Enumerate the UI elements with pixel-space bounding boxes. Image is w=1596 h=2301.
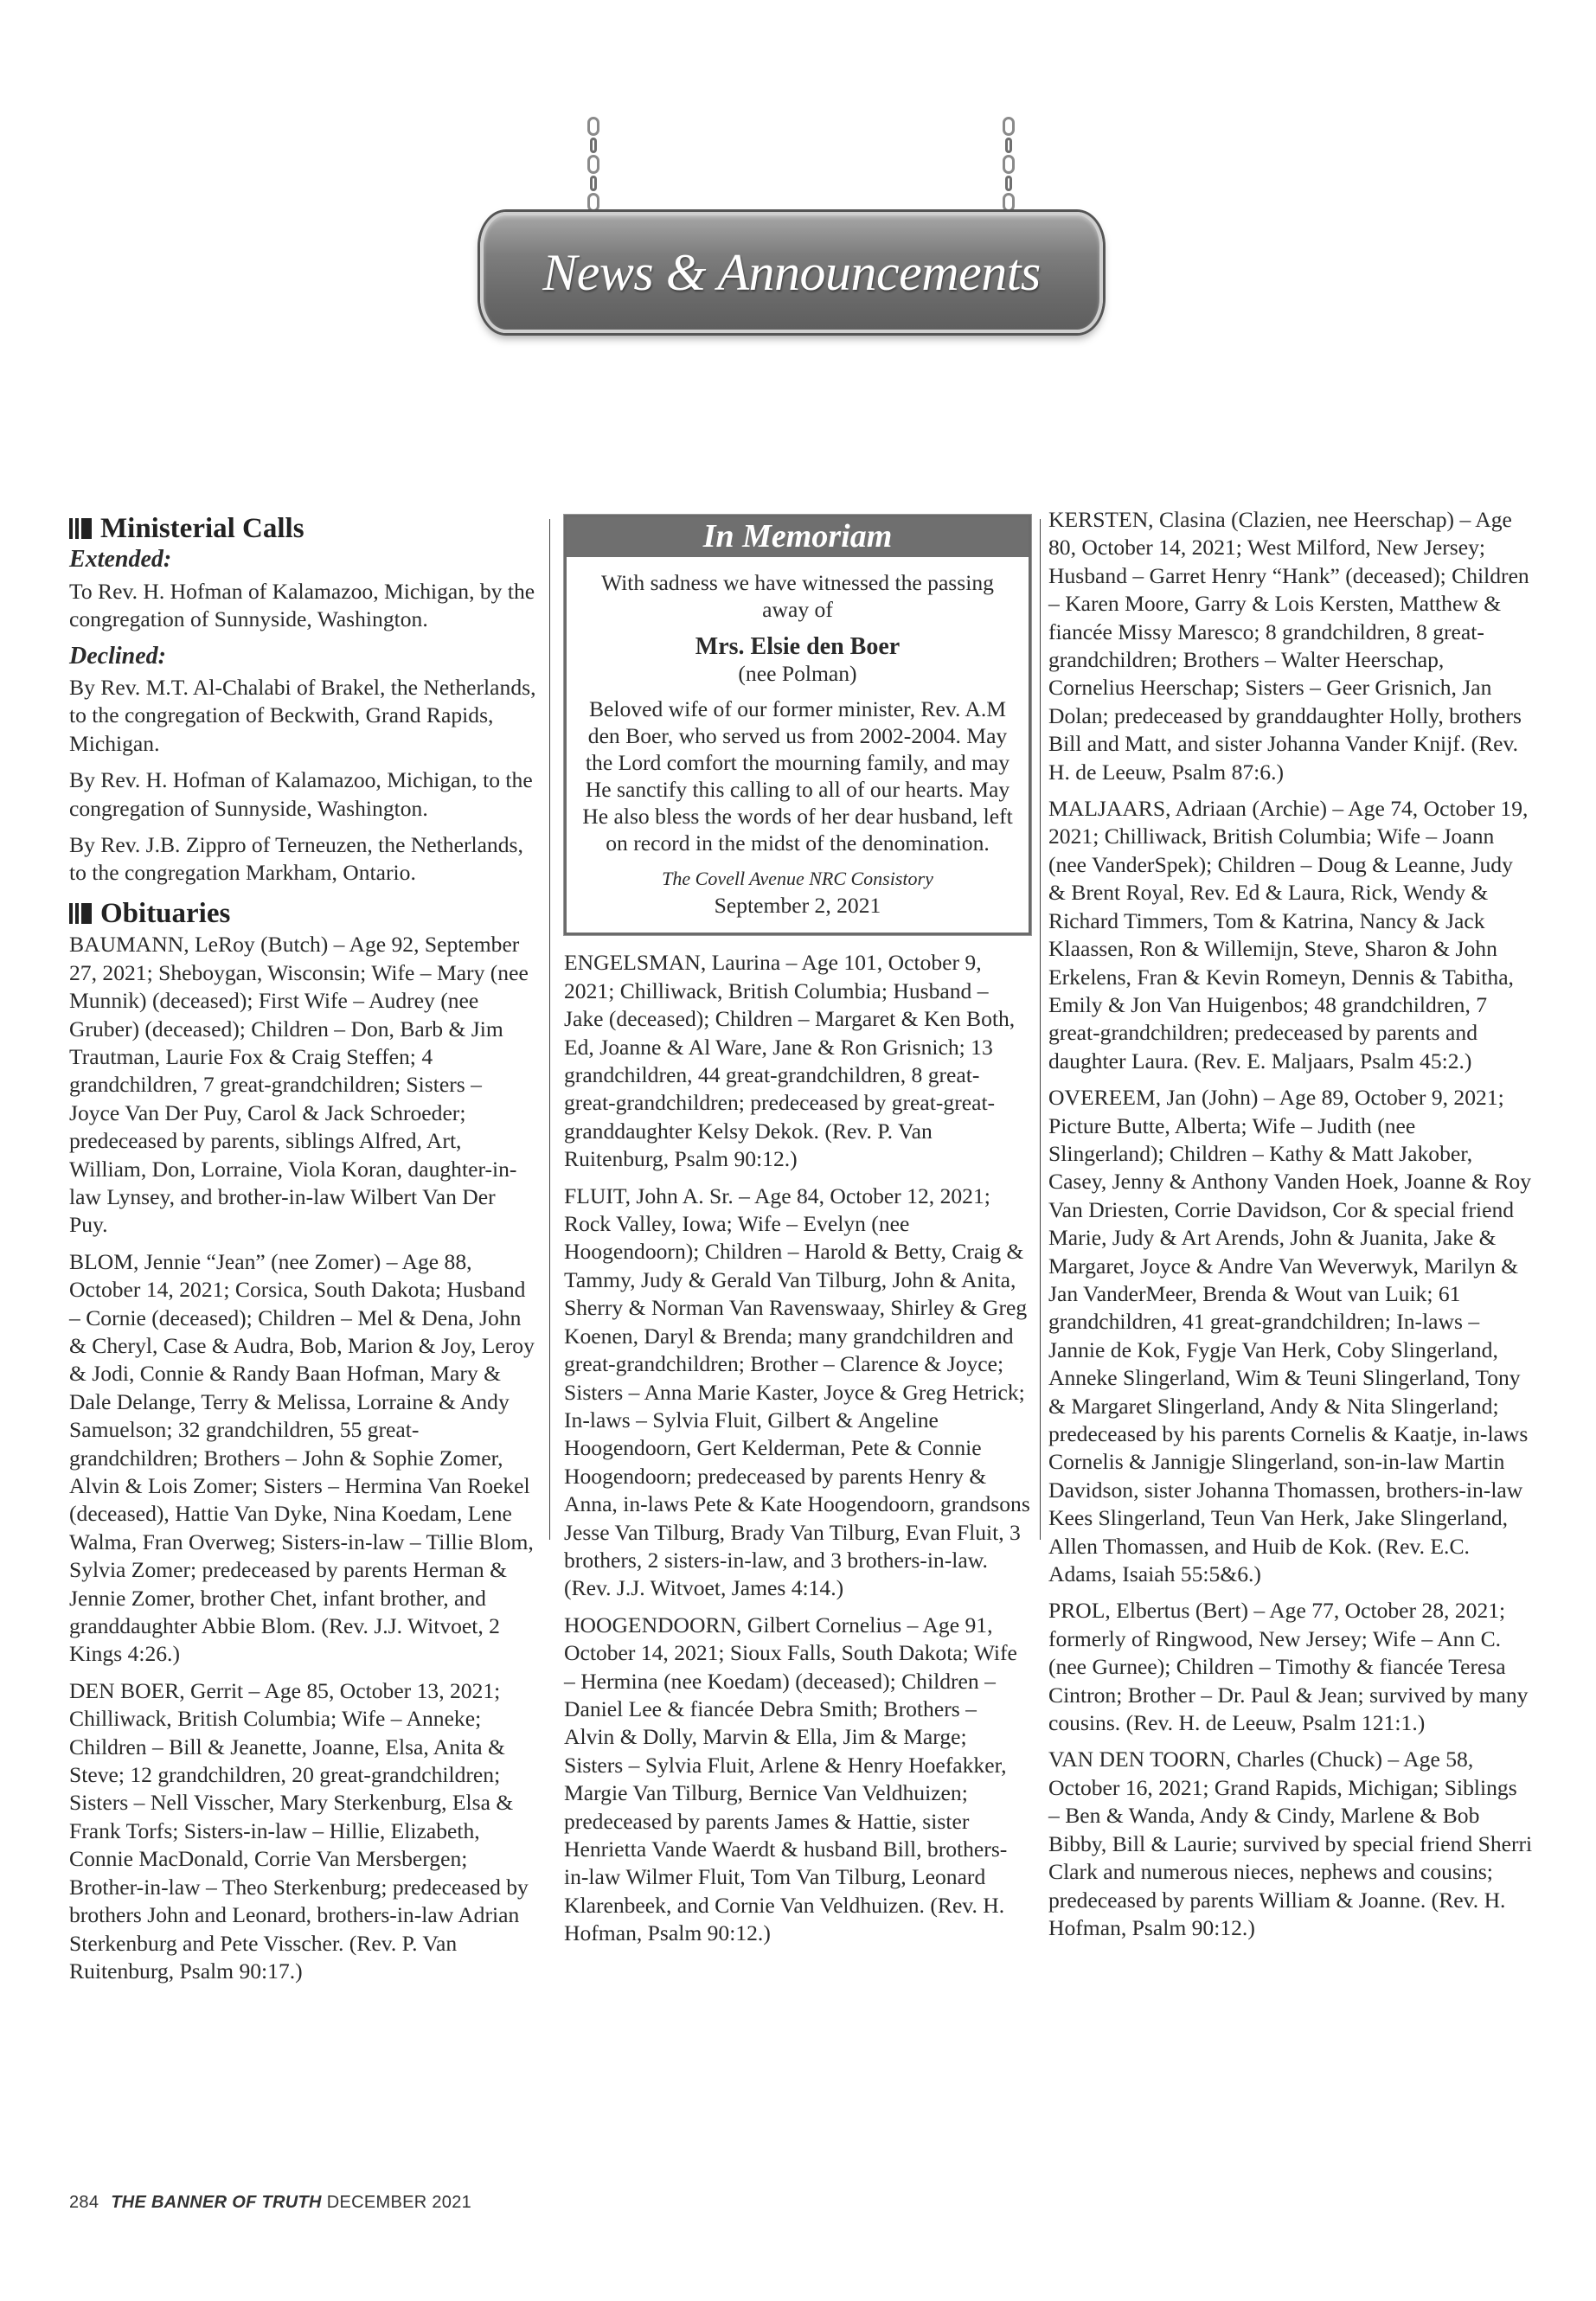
obituary-entry: BLOM, Jennie “Jean” (nee Zomer) – Age 88, October 14, 2021; Corsica, South Dakota; Husband – Cornie (deceased); Children – Mel & Dena, John & Cheryl, Case & Audra, Bob, Marion & Joy, Leroy & Jodi, Connie & Randy Baan Hofman, Mary & Dale Delange, Terry & Melissa, Lorraine & Andy Samuelson; 32 grandchildren, 55 great-grandchildren; Brothers – John & Sophie Zomer, Alvin & Lois Zomer; Sisters – Hermina Van Roekel (deceased), Hattie Van Dyke, Nina Koedam, Lene Walma, Fran Overweg; Sisters-in-law – Tillie Blom, Sylvia Zomer; predeceased by parents Herman & Jennie Zomer, brother Chet, infant brother, and granddaughter Abbie Blom. (Rev. J.J. Witvoet, 2 Kings 4:26.) [69, 1248, 535, 1667]
obituary-entry: ENGELSMAN, Laurina – Age 101, October 9, 2021; Chilliwack, British Columbia; Husband – Jake (deceased); Children – Margaret & Ken Both, Ed, Joanne & Al Ware, Jane & Ron Grisnich; 13 grandchildren, 44 great-grandchildren, 8 great-great-grandchildren; predeceased by great-great-granddaughter Kelsy Dekok. (Rev. P. Van Ruitenburg, Psalm 90:12.) [564, 950, 1016, 1172]
memoriam-maiden-name: (nee Polman) [738, 661, 857, 687]
call-declined: By Rev. H. Hofman of Kalamazoo, Michigan, to the congregation of Sunnyside, Washington. [69, 767, 533, 821]
column-divider [549, 519, 550, 1540]
banner-sign [480, 117, 1103, 342]
call-extended: To Rev. H. Hofman of Kalamazoo, Michigan, by the congregation of Sunnyside, Washington. [69, 578, 535, 632]
chain-left-icon [584, 117, 603, 221]
section-bars-icon [69, 903, 92, 924]
page-number: 284 [69, 2193, 99, 2212]
call-declined: By Rev. J.B. Zippro of Terneuzen, the Netherlands, to the congregation Markham, Ontario. [69, 832, 523, 886]
obituary-entry: MALJAARS, Adriaan (Archie) – Age 74, October 19, 2021; Chilliwack, British Columbia; Wife – Joann (nee VanderSpek); Children – Doug & Leanne, Judy & Brent Royal, Rev. Ed & Laura, Rick, Wendy & Richard Timmers, Tom & Katrina, Nancy & Jack Klaassen, Ron & Willemijn, Steve, Sharon & John Erkelens, Fran & Kevin Romeyn, Dennis & Tabitha, Emily & Jon Van Huigenbos; 48 grandchildren, 7 great-grandchildren; predeceased by parents and daughter Laura. (Rev. E. Maljaars, Psalm 45:2.) [1048, 796, 1529, 1074]
page-footer [69, 2193, 471, 2213]
column-divider [1040, 519, 1041, 1540]
banner-title: News & Announcements [542, 243, 1041, 301]
in-memoriam-box [564, 515, 1031, 935]
obituary-entry: OVEREEM, Jan (John) – Age 89, October 9, 2021; Picture Butte, Alberta; Wife – Judith (nee Slingerland); Children – Kathy & Matt Jakober, Casey, Jenny & Anthony Vanden Hoek, Joanne & Roy Van Driesten, Corrie Davidson, Cor & special friend Marie, Judy & Art Arends, John & Juanita, Jake & Margaret, Joyce & Andre Van Weverwyk, Marilyn & Jan VanderMeer, Brenda & Wout van Luik; 61 grandchildren, 41 great-grandchildren; In-laws – Jannie de Kok, Fygje Van Herk, Coby Slingerland, Anneke Slingerland, Wim & Teuni Slingerland, Tony & Margaret Slingerland, Andy & Nita Slingerland; predeceased by his parents Cornelis & Kaatje, in-laws Cornelis & Jannigje Slingerland, son-in-law Martin Davidson, sister Johanna Thomassen, brothers-in-law Kees Slingerland, Teun Van Herk, Jake Slingerland, Allen Thomassen, and Huib de Kok. (Rev. E.C. Adams, Isaiah 55:5&6.) [1048, 1085, 1532, 1587]
declined-label: Declined: [69, 642, 166, 670]
memoriam-body: Beloved wife of our former minister, Rev. A.M den Boer, who served us from 2002-2004. May the Lord comfort the mourning family, and may He sanctify this calling to all of our hearts. May He also bless the words of her dear husband, left on record in the midst of the denomination. [582, 696, 1013, 856]
chain-right-icon [999, 117, 1018, 221]
obituary-entry: KERSTEN, Clasina (Clazien, nee Heerschap) – Age 80, October 14, 2021; West Milford, New Jersey; Husband – Garret Henry “Hank” (deceased); Children – Karen Moore, Garry & Lois Kersten, Matthew & fiancée Missy Maresco; 8 grandchildren, 8 great-grandchildren; Brothers – Walter Heerschap, Cornelius Heerschap; Sisters – Geer Grisnich, Jan Dolan; predeceased by granddaughter Holly, brothers Bill and Matt, and sister Johanna Vander Knijf. (Rev. H. de Leeuw, Psalm 87:6.) [1048, 507, 1529, 785]
memoriam-signature: The Covell Avenue NRC Consistory [662, 868, 933, 890]
column-2 [564, 515, 1031, 1957]
memoriam-title: In Memoriam [567, 517, 1029, 557]
call-declined: By Rev. M.T. Al-Chalabi of Brakel, the Netherlands, to the congregation of Beckwith, Grand Rapids, Michigan. [69, 675, 536, 756]
memoriam-intro: With sadness we have witnessed the passing away of [601, 570, 994, 623]
ministerial-calls-heading: Ministerial Calls [69, 515, 536, 542]
extended-label: Extended: [69, 546, 172, 574]
obituary-entry: PROL, Elbertus (Bert) – Age 77, October 28, 2021; formerly of Ringwood, New Jersey; Wife – Ann C. (nee Gurnee); Children – Timothy & fiancée Teresa Cintron; Brother – Dr. Paul & Jean; survived by many cousins. (Rev. H. de Leeuw, Psalm 121:1.) [1048, 1598, 1529, 1736]
issue-date: DECEMBER 2021 [326, 2193, 472, 2212]
banner-plaque [480, 212, 1103, 333]
section-bars-icon [69, 518, 92, 539]
obituary-entry: BAUMANN, LeRoy (Butch) – Age 92, September 27, 2021; Sheboygan, Wisconsin; Wife – Mary (nee Munnik) (deceased); First Wife – Audrey (nee Gruber) (deceased); Children – Don, Barb & Jim Trautman, Laurie Fox & Craig Steffen; 4 grandchildren, 7 great-grandchildren; Sisters – Joyce Van Der Puy, Carol & Jack Schroeder; predeceased by parents, siblings Alfred, Art, William, Don, Lorraine, Viola Koran, daughter-in-law Lynsey, and brother-in-law Wilbert Van Der Puy. [69, 932, 529, 1238]
magazine-name: THE BANNER OF TRUTH [111, 2193, 322, 2212]
obituary-entry: FLUIT, John A. Sr. – Age 84, October 12, 2021; Rock Valley, Iowa; Wife – Evelyn (nee Hoogendoorn); Children – Harold & Betty, Craig & Tammy, Judy & Gerald Van Tilburg, John & Anita, Sherry & Norman Van Ravenswaay, Shirley & Greg Koenen, Daryl & Brenda; many grandchildren and great-grandchildren; Brother – Clarence & Joyce; Sisters – Anna Marie Kaster, Joyce & Greg Hetrick; In-laws – Sylvia Fluit, Gilbert & Angeline Hoogendoorn, Gert Kelderman, Pete & Connie Hoogendoorn; predeceased by parents Henry & Anna, in-laws Pete & Kate Hoogendoorn, grandsons Jesse Van Tilburg, Brady Van Tilburg, Evan Fluit, 3 brothers, 2 sisters-in-law, and 3 brothers-in-law. (Rev. J.J. Witvoet, James 4:14.) [564, 1183, 1030, 1601]
memoriam-date: September 2, 2021 [714, 893, 881, 919]
obituaries-heading: Obituaries [69, 900, 536, 927]
memoriam-name: Mrs. Elsie den Boer [695, 633, 901, 661]
column-1 [69, 515, 536, 1994]
obituary-entry: HOOGENDOORN, Gilbert Cornelius – Age 91, October 14, 2021; Sioux Falls, South Dakota; Wife – Hermina (nee Koedam) (deceased); Children – Daniel Lee & fiancée Debra Smith; Brothers – Alvin & Dolly, Marvin & Ella, Jim & Marge; Sisters – Sylvia Fluit, Arlene & Henry Hoefakker, Margie Van Tilburg, Bernice Van Veldhuizen; predeceased by parents James & Hattie, sister Henrietta Vande Waerdt & husband Bill, brothers-in-law Wilmer Fluit, Tom Van Tilburg, Leonard Klarenbeek, and Cornie Van Veldhuizen. (Rev. H. Hofman, Psalm 90:12.) [564, 1612, 1017, 1946]
column-3 [1048, 506, 1533, 1951]
obituary-entry: VAN DEN TOORN, Charles (Chuck) – Age 58, October 16, 2021; Grand Rapids, Michigan; Siblings – Ben & Wanda, Andy & Cindy, Marlene & Bob Bibby, Bill & Laurie; survived by special friend Sherri Clark and numerous nieces, nephews and cousins; predeceased by parents William & Joanne. (Rev. H. Hofman, Psalm 90:12.) [1048, 1747, 1533, 1940]
obituary-entry: DEN BOER, Gerrit – Age 85, October 13, 2021; Chilliwack, British Columbia; Wife – Anneke; Children – Bill & Jeanette, Joanne, Elsa, Anita & Steve; 12 grandchildren, 20 great-grandchildren; Sisters – Nell Visscher, Mary Sterkenburg, Elsa & Frank Torfs; Sisters-in-law – Hillie, Elizabeth, Connie MacDonald, Corrie Van Mersbergen; Brother-in-law – Theo Sterkenburg; predeceased by brothers John and Leonard, brothers-in-law Adrian Sterkenburg and Pete Visscher. (Rev. P. Van Ruitenburg, Psalm 90:17.) [69, 1677, 529, 1984]
